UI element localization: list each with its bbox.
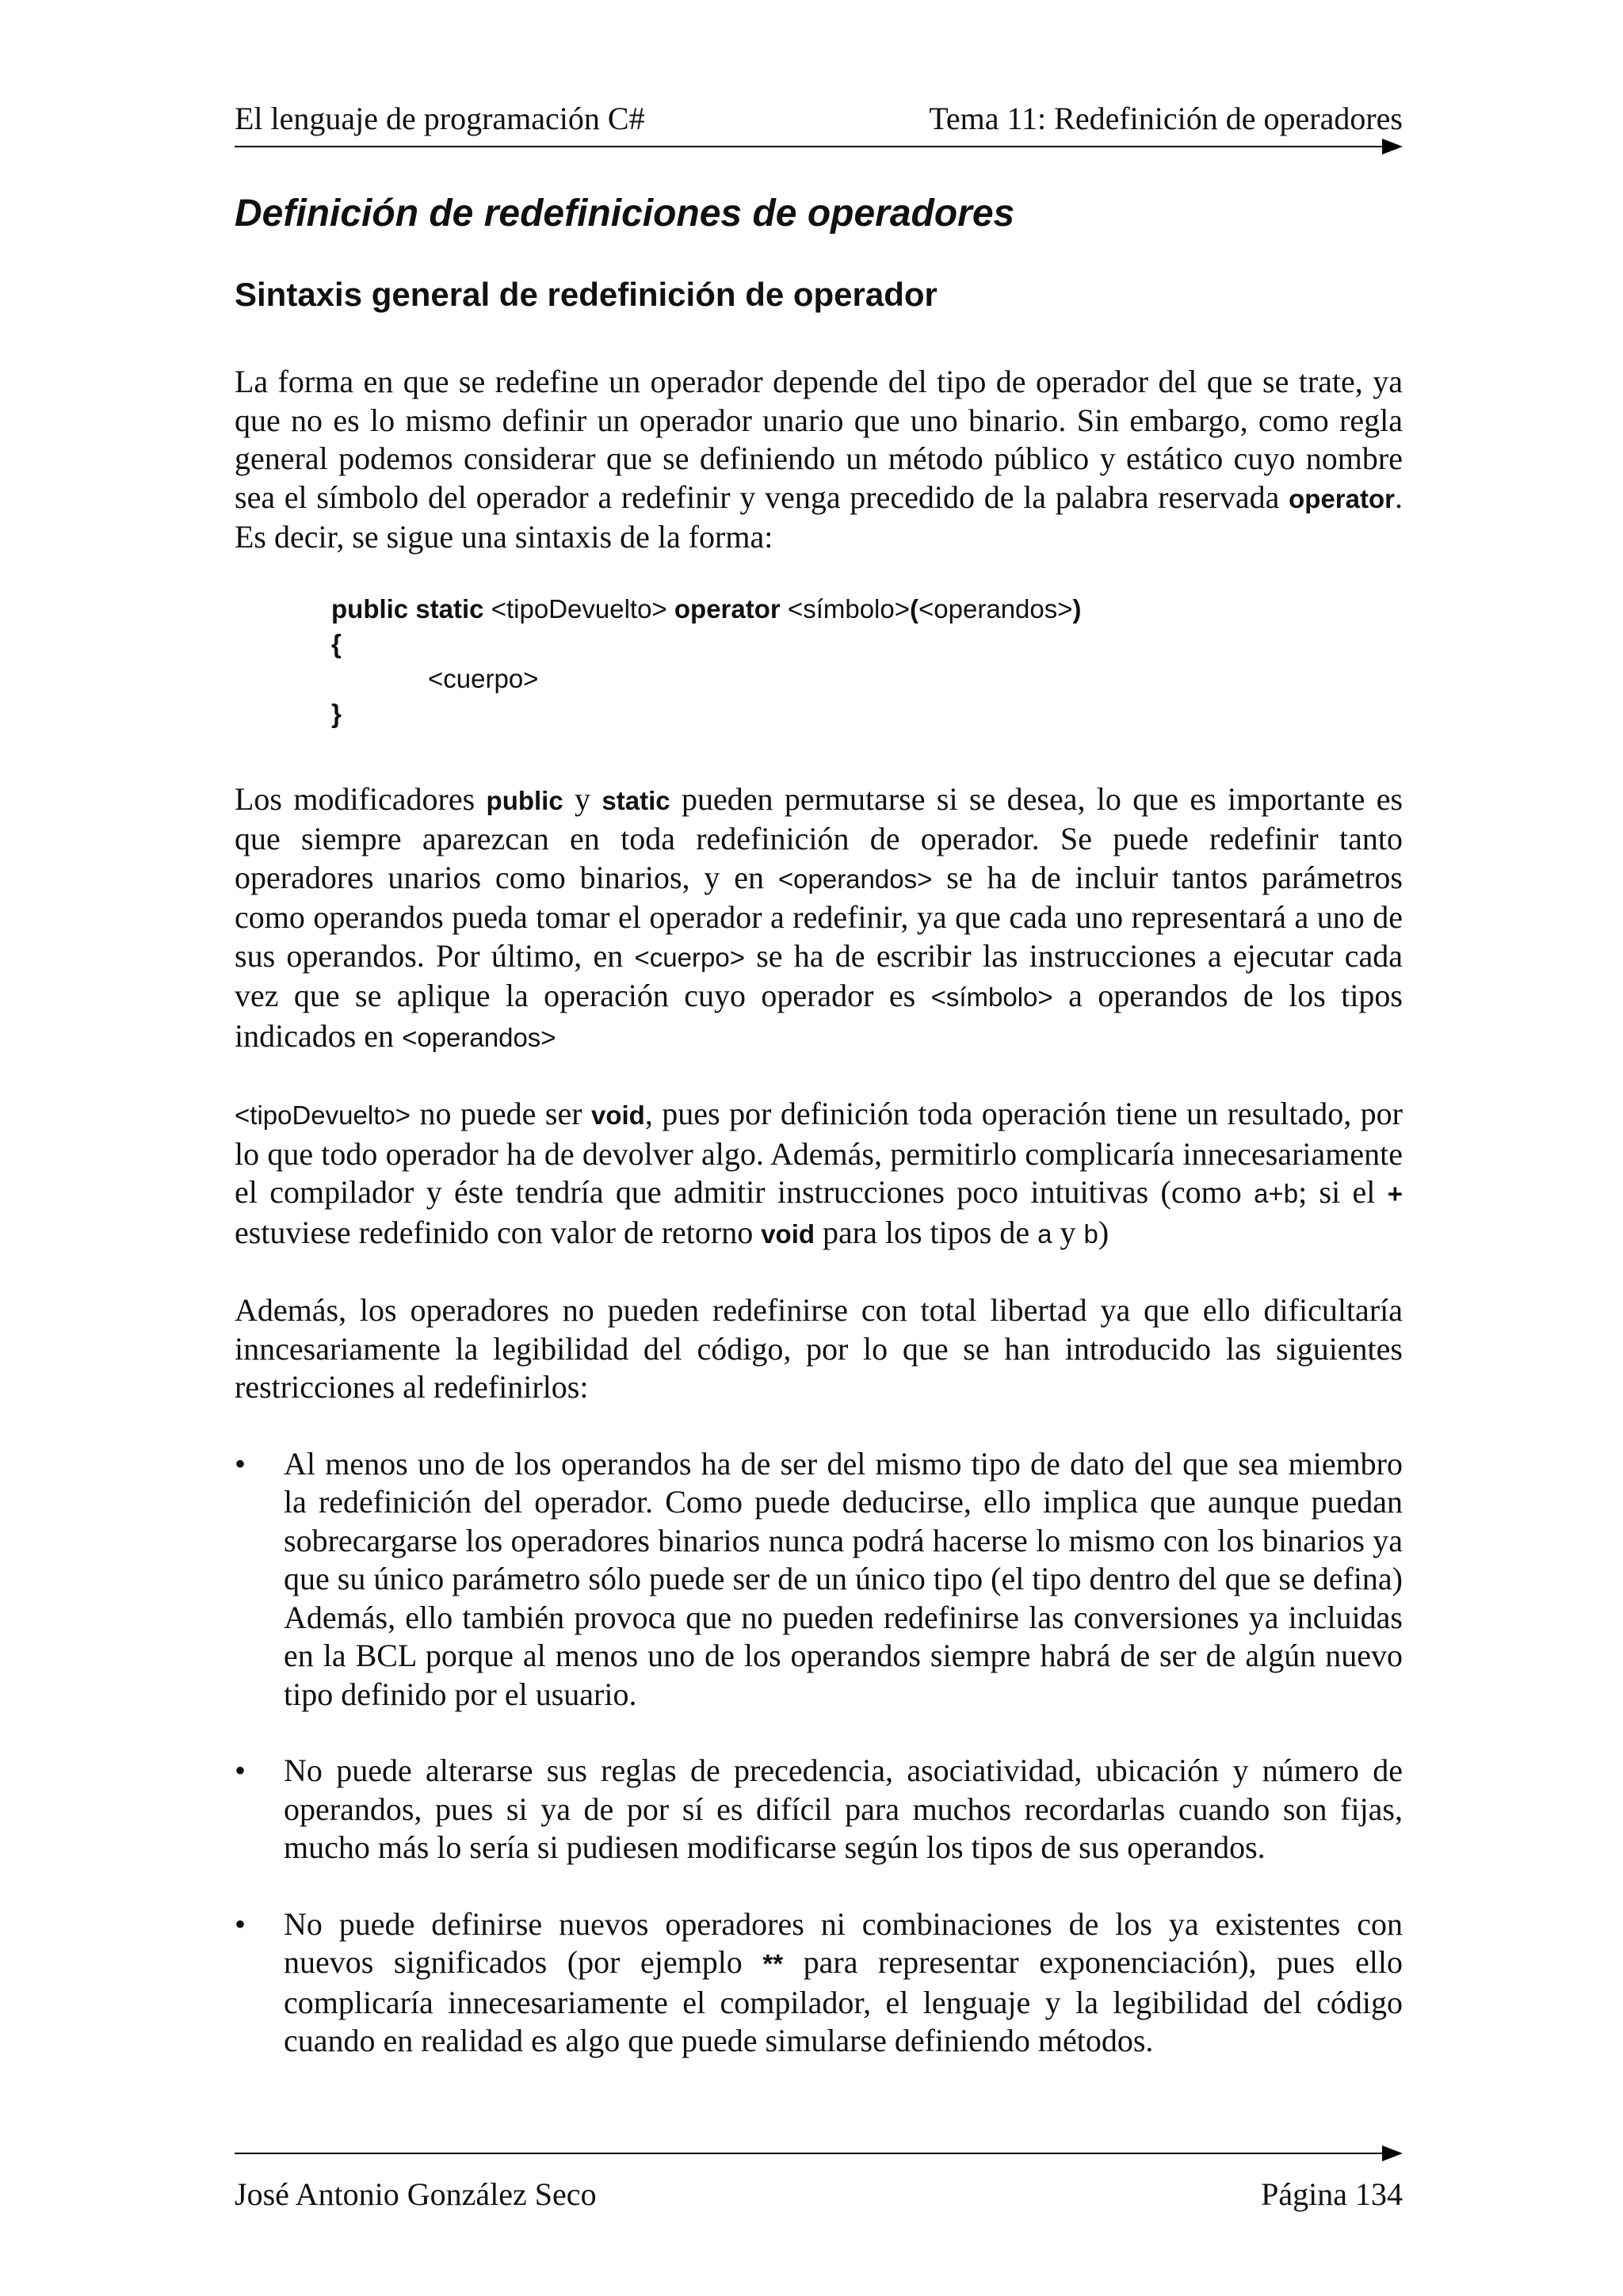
syntax-code-block <box>331 592 1403 731</box>
bullet-icon: • <box>235 1905 246 1942</box>
section-title: Definición de redefiniciones de operadores <box>235 193 1015 235</box>
bullet-icon: • <box>235 1753 246 1788</box>
list-item: • No puede alterarse sus reglas de precedencia, asociatividad, ubicación y número de operandos, pues si ya de por sí es difícil para muchos recordarlas cuando son fijas, mucho más lo sería si pudiesen modificarse según los tipos de sus operandos. <box>235 1753 1403 1865</box>
page-header <box>235 100 1403 144</box>
list-item: • No puede definirse nuevos operadores ni combinaciones de los ya existentes con nuevos significados (por ejemplo ** para representar exponenciación), pues ello complicaría innecesariamente el compilador, el lenguaje y la legibilidad del código cuando en realidad es algo que puede simularse definiendo métodos. <box>235 1905 1403 2058</box>
header-rule <box>235 146 1385 147</box>
code-line-close-brace: } <box>331 698 342 728</box>
paragraph-intro: La forma en que se redefine un operador depende del tipo de operador del que se trate, ya que no es lo mismo definir un operador unario que uno binario. Sin embargo, como regla general podemos considerar que se definiendo un método público y estático cuyo nombre sea el símbolo del operador a redefinir y venga precedido de la palabra reservada operator. Es decir, se sigue una sintaxis de la forma: <box>235 364 1403 555</box>
paragraph-restrictions-intro: Además, los operadores no pueden redefinirse con total libertad ya que ello dificultaría inncesariamente la legibilidad del código, por lo que se han introducido las siguientes restricciones al redefinirlos: <box>235 1292 1403 1405</box>
restrictions-list <box>235 1445 1403 2061</box>
page-footer <box>235 2176 1403 2220</box>
keyword-operator: operator <box>1289 483 1395 513</box>
code-line-body: <cuerpo> <box>428 663 539 693</box>
subsection-title: Sintaxis general de redefinición de operador <box>235 276 938 313</box>
footer-rule <box>235 2153 1385 2154</box>
footer-arrow-icon <box>1382 2145 1403 2161</box>
paragraph-return-type: <tipoDevuelto> no puede ser void, pues por definición toda operación tiene un resultado, por lo que todo operador ha de devolver algo. Además, permitirlo complicaría innecesariamente el compilador y éste tendría que admitir instrucciones poco intuitivas (como a+b; si el + estuviese redefinido con valor de retorno void para los tipos de a y b) <box>235 1096 1403 1250</box>
list-item: • Al menos uno de los operandos ha de ser del mismo tipo de dato del que sea miembro la redefinición del operador. Como puede deducirse, ello implica que aunque puedan sobrecargarse los operadores binarios nunca podrá hacerse lo mismo con los binarios ya que su único parámetro sólo puede ser de un único tipo (el tipo dentro del que se defina) Además, ello también provoca que no pueden redefinirse las conversiones ya incluidas en la BCL porque al menos uno de los operandos siempre habrá de ser de algún nuevo tipo definido por el usuario. <box>235 1445 1403 1712</box>
code-line-signature: public static <tipoDevuelto> operator <símbolo>(<operandos>) <box>331 593 1082 624</box>
footer-author: José Antonio González Seco <box>235 2176 597 2212</box>
header-arrow-icon <box>1382 139 1403 154</box>
paragraph-modifiers: Los modificadores public y static pueden permutarse si se desea, lo que es importante es que siempre aparezcan en toda redefinición de operador. Se puede redefinir tanto operadores unarios como binarios, y en <operandos> se ha de incluir tantos parámetros como operandos pueda tomar el operador a redefinir, ya que cada uno representará a uno de sus operandos. Por último, en <cuerpo> se ha de escribir las instrucciones a ejecutar cada vez que se aplique la operación cuyo operador es <símbolo> a operandos de los tipos indicados en <operandos> <box>235 780 1403 1054</box>
header-chapter-title: Tema 11: Redefinición de operadores <box>929 101 1403 136</box>
header-book-title: El lenguaje de programación C# <box>235 101 645 136</box>
page-body <box>235 190 1403 2099</box>
footer-page-number: Página 134 <box>1261 2176 1403 2212</box>
code-line-open-brace: { <box>331 628 342 658</box>
bullet-icon: • <box>235 1445 246 1482</box>
